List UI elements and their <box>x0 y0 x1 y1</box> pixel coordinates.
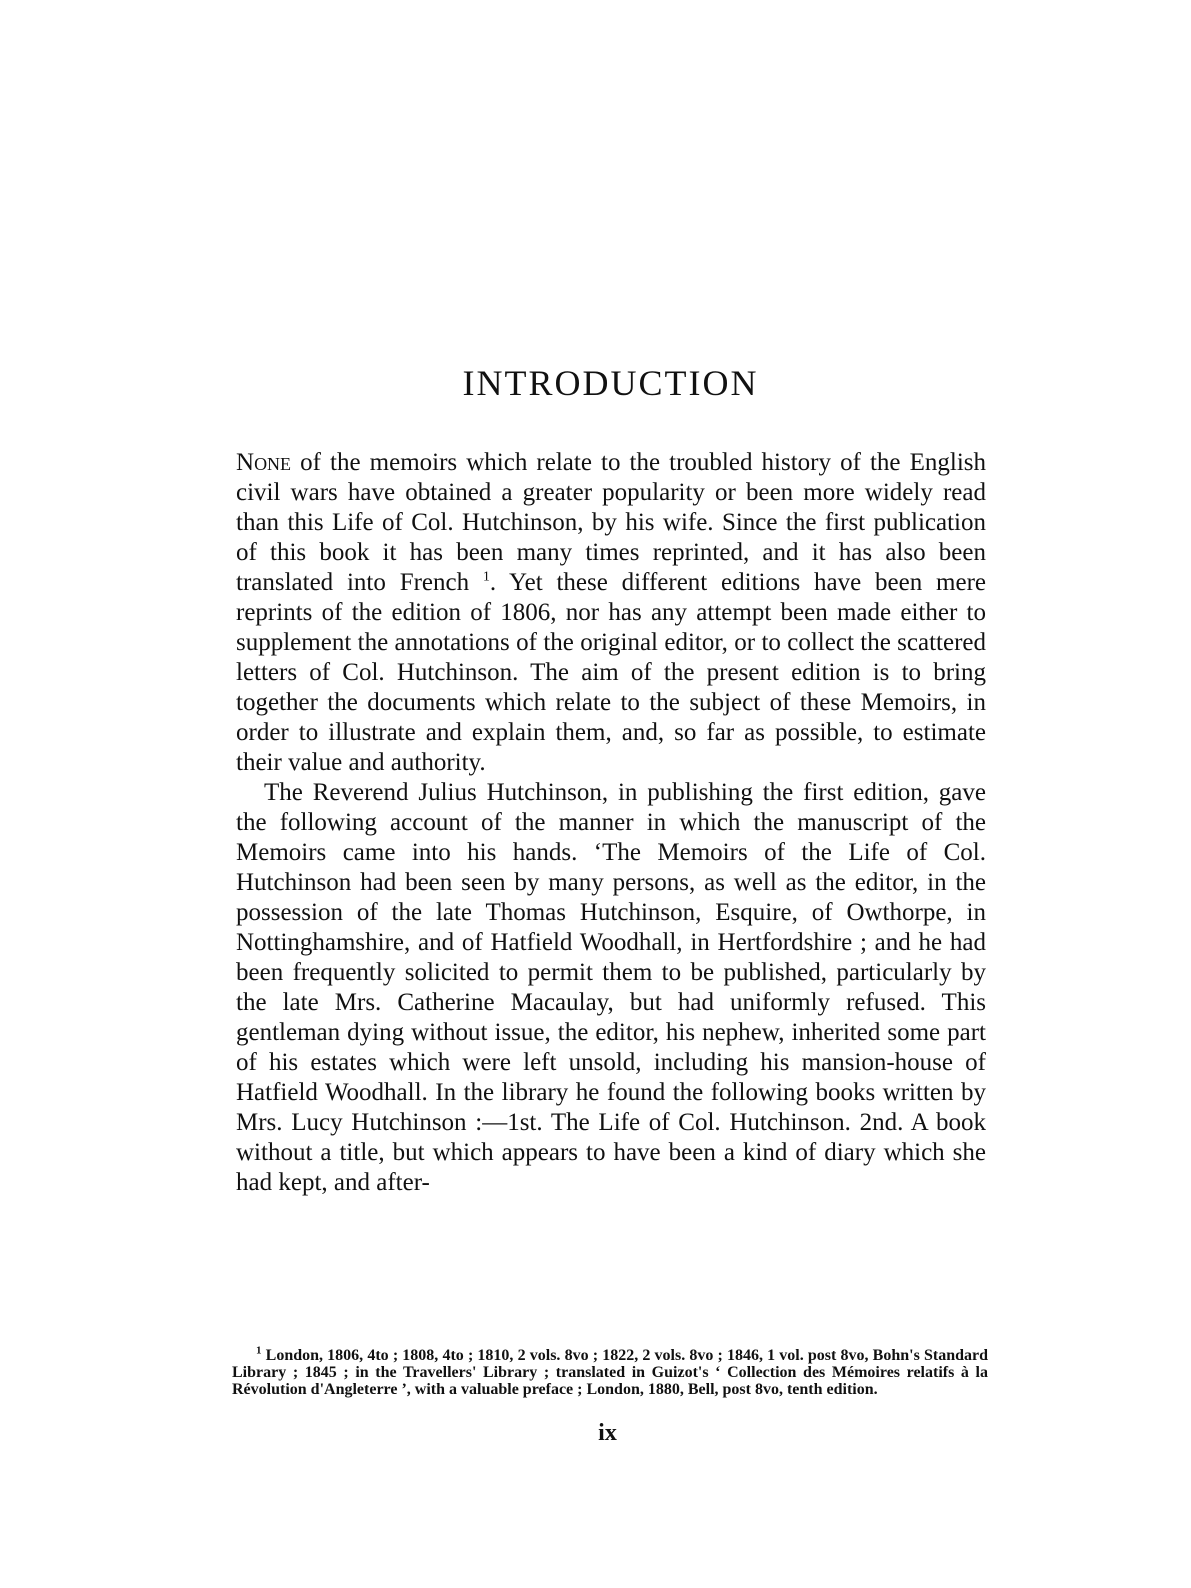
paragraph-1-text-after: . Yet these different editions have been mere reprints of the edition of 1806, nor has any attempt been made either to supplement the annotations of the original editor, or to collect the scattered letters of Col. Hutchinson. The aim of the present edition is to bring together the documents which relate to the subject of these Memoirs, in order to illustrate and explain them, and, so far as possible, to estimate their value and authority. <box>236 569 986 776</box>
page-number: ix <box>598 1420 617 1446</box>
footnote <box>232 1344 988 1398</box>
paragraph-1 <box>236 448 986 778</box>
footnote-mark: 1 <box>256 1344 262 1357</box>
chapter-title: INTRODUCTION <box>462 363 759 403</box>
paragraph-2: The Reverend Julius Hutchinson, in publishing the first edition, gave the following account of the manner in which the manuscript of the Memoirs came into his hands. ‘The Memoirs of the Life of Col. Hutchinson had been seen by many persons, as well as the editor, in the possession of the late Thomas Hutchinson, Esquire, of Owthorpe, in Nottinghamshire, and of Hatfield Woodhall, in Hertfordshire ; and he had been frequently solicited to permit them to be published, particularly by the late Mrs. Catherine Macaulay, but had uniformly refused. This gentleman dying without issue, the editor, his nephew, inherited some part of his estates which were left unsold, including his mansion-house of Hatfield Woodhall. In the library he found the following books written by Mrs. Lucy Hutchinson :—1st. The Life of Col. Hutchinson. 2nd. A book without a title, but which appears to have been a kind of diary which she had kept, and after- <box>236 779 986 1196</box>
paragraph-1-text: of the memoirs which relate to the troubled history of the English civil wars have obtained a greater popularity or been more widely read than this Life of Col. Hutchinson, by his wife. Since the first publication of this book it has been many times reprinted, and it has also been translated into French <box>236 449 986 596</box>
footnote-reference: 1 <box>482 569 490 585</box>
drop-lead-initial: N <box>236 449 255 476</box>
body-text <box>236 448 986 1198</box>
drop-lead-rest: one <box>254 449 292 476</box>
footnote-text: London, 1806, 4to ; 1808, 4to ; 1810, 2 vols. 8vo ; 1822, 2 vols. 8vo ; 1846, 1 vol. post 8vo, Bohn's Standard Library ; 1845 ; in the Travellers' Library ; translated in Guizot's ‘ Collection des Mémoires relatifs à la Révolution d'Angleterre ’, with a valuable preface ; London, 1880, Bell, post 8vo, tenth edition. <box>232 1347 988 1398</box>
